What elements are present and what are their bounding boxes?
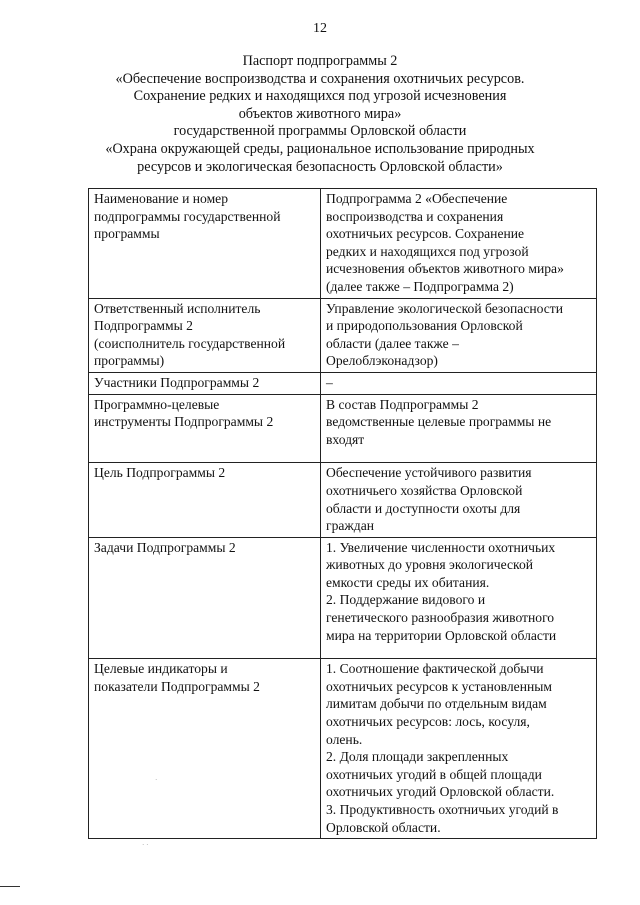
row-label-line: Участники Подпрограммы 2 bbox=[94, 374, 260, 390]
row-value-line: Орелоблэконадзор) bbox=[326, 353, 438, 369]
row-value-cell bbox=[321, 537, 597, 659]
scan-speck: · · bbox=[142, 841, 149, 849]
row-label-cell bbox=[89, 394, 321, 463]
row-label-line: Подпрограммы 2 bbox=[94, 318, 193, 334]
row-value-line: воспроизводства и сохранения bbox=[326, 208, 504, 224]
row-value-line: 1. Соотношение фактической добычи bbox=[326, 661, 544, 677]
row-label-line: Ответственный исполнитель bbox=[94, 300, 261, 316]
row-value-line: – bbox=[326, 374, 333, 390]
row-value-line: емкости среды их обитания. bbox=[326, 574, 490, 590]
row-value-line: 2. Поддержание видового и bbox=[326, 592, 486, 608]
passport-title bbox=[60, 53, 580, 176]
row-value-line: 1. Увеличение численности охотничьих bbox=[326, 539, 556, 555]
row-value-cell bbox=[321, 298, 597, 372]
row-value-line: охотничьих ресурсов: лось, косуля, bbox=[326, 714, 530, 730]
title-line: объектов животного мира» bbox=[238, 105, 402, 122]
table-row bbox=[89, 537, 597, 659]
row-label-line: Программно-целевые bbox=[94, 396, 220, 412]
row-label-line: показатели Подпрограммы 2 bbox=[94, 678, 260, 694]
table-row bbox=[89, 659, 597, 839]
row-value-line: мира на территории Орловской области bbox=[326, 627, 557, 643]
title-line: Сохранение редких и находящихся под угрозой исчезновения bbox=[133, 88, 507, 105]
row-value-line: Орловской области. bbox=[326, 819, 441, 835]
row-value-line: Управление экологической безопасности bbox=[326, 300, 564, 316]
row-label-line: подпрограммы государственной bbox=[94, 208, 281, 224]
row-value-line: животных до уровня экологической bbox=[326, 557, 534, 573]
row-value-line: генетического разнообразия животного bbox=[326, 610, 555, 626]
table-row bbox=[89, 189, 597, 299]
row-value-line: граждан bbox=[326, 518, 375, 534]
row-value-line: 2. Доля площади закрепленных bbox=[326, 749, 509, 765]
row-value-line: области (далее также – bbox=[326, 335, 459, 351]
row-label-line: Цель Подпрограммы 2 bbox=[94, 465, 226, 481]
row-label-cell bbox=[89, 463, 321, 537]
row-value-line: и природопользования Орловской bbox=[326, 318, 523, 334]
row-value-line: Подпрограмма 2 «Обеспечение bbox=[326, 191, 508, 206]
row-value-line: ведомственные целевые программы не bbox=[326, 414, 552, 430]
title-line: «Охрана окружающей среды, рациональное использование природных bbox=[105, 140, 535, 157]
row-value-line: олень. bbox=[326, 731, 363, 747]
row-value-line: Обеспечение устойчивого развития bbox=[326, 465, 532, 481]
row-value-cell bbox=[321, 659, 597, 839]
passport-table-body bbox=[89, 189, 597, 839]
row-value-line: (далее также – Подпрограмма 2) bbox=[326, 278, 514, 294]
row-label-line: программы bbox=[94, 226, 160, 242]
row-value-line: охотничьих угодий в общей площади bbox=[326, 766, 542, 782]
title-line: Паспорт подпрограммы 2 bbox=[242, 53, 398, 69]
row-value-line: 3. Продуктивность охотничьих угодий в bbox=[326, 802, 559, 817]
row-value-cell bbox=[321, 372, 597, 394]
row-label-line: Наименование и номер bbox=[94, 191, 229, 206]
row-value-cell bbox=[321, 463, 597, 537]
row-value-line: исчезновения объектов животного мира» bbox=[326, 261, 564, 277]
row-value-line: охотничьих ресурсов к установленным bbox=[326, 678, 553, 694]
scan-speck: · bbox=[155, 776, 158, 784]
row-value-cell bbox=[321, 189, 597, 299]
row-value-line: охотничьего хозяйства Орловской bbox=[326, 482, 523, 498]
row-value-line: охотничьих угодий Орловской области. bbox=[326, 784, 555, 800]
row-label-cell bbox=[89, 189, 321, 299]
passport-table bbox=[88, 188, 597, 839]
scan-edge-mark bbox=[0, 886, 20, 887]
title-line: государственной программы Орловской области bbox=[173, 123, 467, 140]
row-value-line: входят bbox=[326, 431, 365, 447]
row-value-cell bbox=[321, 394, 597, 463]
row-label-line: инструменты Подпрограммы 2 bbox=[94, 414, 274, 430]
table-row bbox=[89, 463, 597, 537]
row-value-line: лимитам добычи по отдельным видам bbox=[326, 696, 547, 712]
table-row bbox=[89, 394, 597, 463]
row-value-line: В состав Подпрограммы 2 bbox=[326, 396, 479, 412]
row-label-line: Задачи Подпрограммы 2 bbox=[94, 539, 236, 555]
row-value-line: области и доступности охоты для bbox=[326, 500, 521, 516]
row-label-line: программы) bbox=[94, 353, 165, 369]
row-value-line: охотничьих ресурсов. Сохранение bbox=[326, 226, 525, 242]
title-line: ресурсов и экологическая безопасность Орловской области» bbox=[137, 158, 503, 175]
row-value-line: редких и находящихся под угрозой bbox=[326, 243, 529, 259]
row-label-line: Целевые индикаторы и bbox=[94, 661, 228, 677]
page-number: 12 bbox=[313, 21, 327, 36]
row-label-line: (соисполнитель государственной bbox=[94, 335, 286, 351]
table-row bbox=[89, 372, 597, 394]
row-label-cell bbox=[89, 372, 321, 394]
row-label-cell bbox=[89, 659, 321, 839]
table-row bbox=[89, 298, 597, 372]
row-label-cell bbox=[89, 537, 321, 659]
row-label-cell bbox=[89, 298, 321, 372]
title-line: «Обеспечение воспроизводства и сохранения охотничьих ресурсов. bbox=[115, 70, 525, 87]
